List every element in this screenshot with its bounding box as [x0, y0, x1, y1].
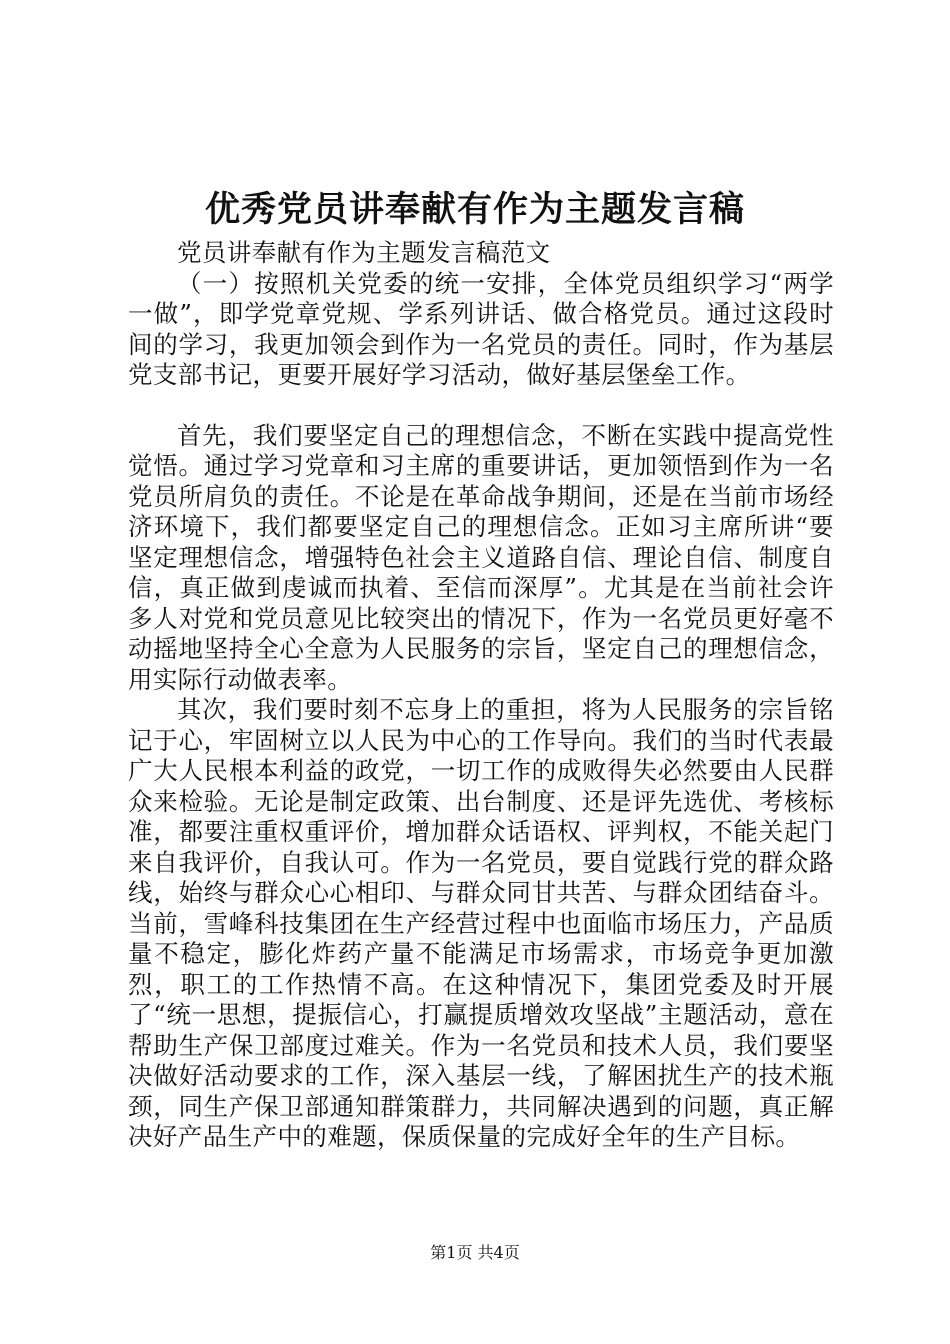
- page-footer: 第1页 共4页: [430, 1243, 520, 1262]
- document-title: 优秀党员讲奉献有作为主题发言稿: [204, 189, 745, 230]
- body-paragraph: 其次，我们要时刻不忘身上的重担，将为人民服务的宗旨铭记于心，牢固树立以人民为中心的工作导向。我们的当时代表最广大人民根本利益的政党，一切工作的成败得失必然要由人民群众来检验。无论是制定政策、出台制度、还是评先选优、考核标准，都要注重权重评价，增加群众话语权、评判权，不能关起门来自我评价，自我认可。作为一名党员，要自觉践行党的群众路线，始终与群众心心相印、与群众同甘共苦、与群众团结奋斗。当前，雪峰科技集团在生产经营过程中也面临市场压力，产品质量不稳定，膨化炸药产量不能满足市场需求，市场竞争更加激烈，职工的工作热情不高。在这种情况下，集团党委及时开展了“统一思想，提振信心，打赢提质增效攻坚战”主题活动，意在帮助生产保卫部度过难关。作为一名党员和技术人员，我们要坚决做好活动要求的工作，深入基层一线，了解困扰生产的技术瓶颈，同生产保卫部通知群策群力，共同解决遇到的问题，真正解决好产品生产中的难题，保质保量的完成好全年的生产目标。: [128, 695, 834, 1151]
- document-body: [128, 238, 834, 1153]
- body-paragraph: （一）按照机关党委的统一安排，全体党员组织学习“两学一做”，即学党章党规、学系列讲话、做合格党员。通过这段时间的学习，我更加领会到作为一名党员的责任。同时，作为基层党支部书记，更要开展好学习活动，做好基层堡垒工作。: [128, 268, 834, 389]
- subtitle-paragraph: 党员讲奉献有作为主题发言稿范文: [177, 238, 551, 267]
- body-paragraph: 首先，我们要坚定自己的理想信念，不断在实践中提高党性觉悟。通过学习党章和习主席的重要讲话，更加领悟到作为一名党员所肩负的责任。不论是在革命战争期间，还是在当前市场经济环境下，我们都要坚定自己的理想信念。正如习主席所讲“要坚定理想信念，增强特色社会主义道路自信、理论自信、制度自信，真正做到虔诚而执着、至信而深厚”。尤其是在当前社会许多人对党和党员意见比较突出的情况下，作为一名党员更好毫不动摇地坚持全心全意为人民服务的宗旨，坚定自己的理想信念，用实际行动做表率。: [128, 420, 834, 694]
